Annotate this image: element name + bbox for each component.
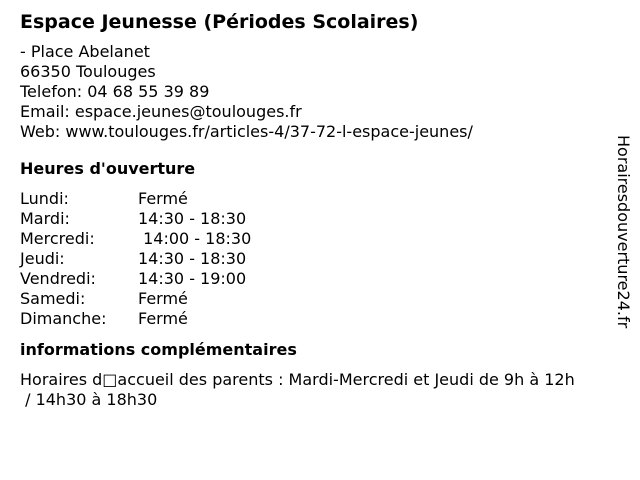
time-value: 14:30 - 19:00	[138, 269, 247, 288]
time-value: Fermé	[138, 289, 188, 308]
info-heading: informations complémentaires	[20, 340, 297, 359]
phone-line: Telefon: 04 68 55 39 89	[20, 82, 210, 101]
hours-table	[20, 189, 251, 329]
website-line: Web: www.toulouges.fr/articles-4/37-72-l-espace-jeunes/	[20, 122, 473, 141]
time-value: 14:00 - 18:30	[138, 229, 252, 248]
day-label: Lundi:	[20, 189, 69, 208]
address-city: 66350 Toulouges	[20, 62, 156, 81]
hours-row-saturday	[20, 289, 251, 309]
opening-hours-card	[20, 8, 620, 410]
day-label: Jeudi:	[20, 249, 65, 268]
time-value: Fermé	[138, 189, 188, 208]
place-title: Espace Jeunesse (Périodes Scolaires)	[20, 11, 419, 33]
hours-heading: Heures d'ouverture	[20, 159, 196, 178]
address-street: - Place Abelanet	[20, 42, 150, 61]
time-value: 14:30 - 18:30	[138, 209, 247, 228]
hours-row-friday	[20, 269, 251, 289]
day-label: Mardi:	[20, 209, 70, 228]
day-label: Mercredi:	[20, 229, 95, 248]
hours-row-sunday	[20, 309, 251, 329]
site-watermark: Horairesdouverture24.fr	[614, 135, 633, 329]
hours-row-monday	[20, 189, 251, 209]
time-value: Fermé	[138, 309, 188, 328]
email-line: Email: espace.jeunes@toulouges.fr	[20, 102, 302, 121]
hours-row-thursday	[20, 249, 251, 269]
hours-row-tuesday	[20, 209, 251, 229]
time-value: 14:30 - 18:30	[138, 249, 247, 268]
info-text: Horaires d□accueil des parents : Mardi-Mercredi et Jeudi de 9h à 12h / 14h30 à 18h30	[20, 370, 575, 409]
hours-row-wednesday	[20, 229, 251, 249]
day-label: Samedi:	[20, 289, 86, 308]
day-label: Dimanche:	[20, 309, 107, 328]
day-label: Vendredi:	[20, 269, 96, 288]
